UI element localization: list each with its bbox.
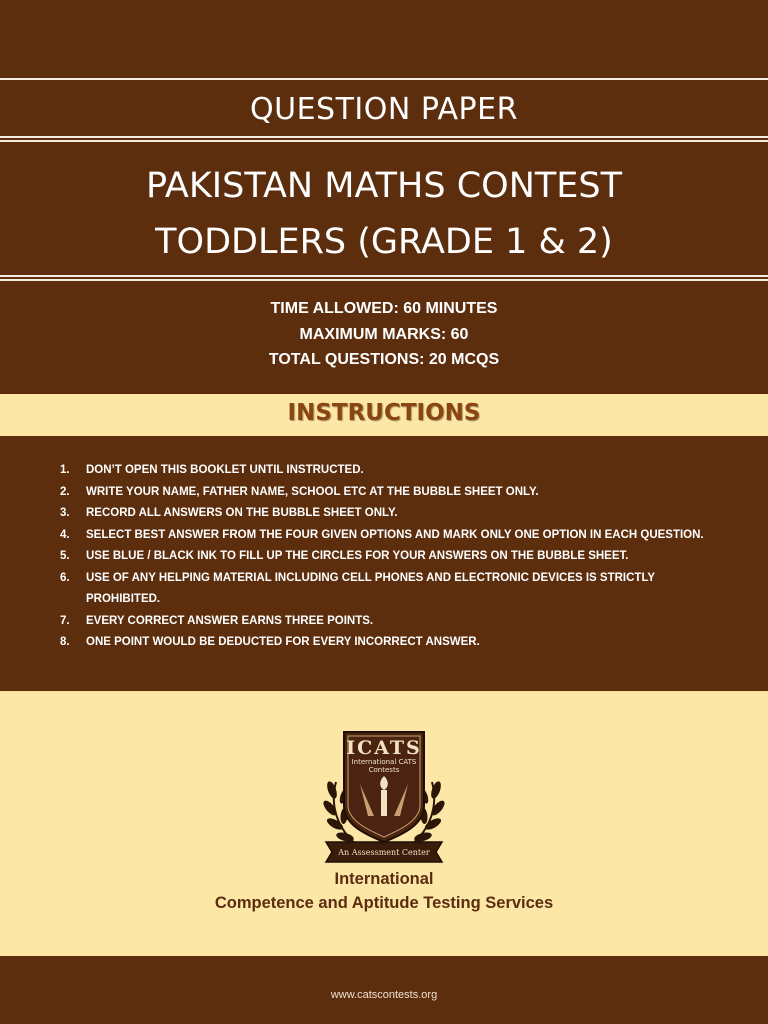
logo-subtitle-2: Contests bbox=[368, 766, 400, 774]
icats-logo-icon bbox=[318, 724, 450, 864]
instruction-number: 6. bbox=[60, 571, 70, 584]
logo-title: ICATS bbox=[346, 737, 422, 759]
organization-name-line-2: Competence and Aptitude Testing Services bbox=[214, 894, 554, 912]
maximum-marks: MAXIMUM MARKS: 60 bbox=[299, 326, 469, 343]
instruction-text: USE OF ANY HELPING MATERIAL INCLUDING CELL PHONES AND ELECTRONIC DEVICES IS STRICTLY PROHIBITED. bbox=[86, 571, 655, 605]
rule-under-paper-label bbox=[0, 136, 768, 138]
instruction-number: 5. bbox=[60, 550, 70, 562]
instruction-number: 2. bbox=[60, 485, 70, 498]
instruction-text: ONE POINT WOULD BE DEDUCTED FOR EVERY INCORRECT ANSWER. bbox=[86, 636, 480, 648]
logo-ribbon-text: An Assessment Center bbox=[338, 848, 430, 857]
instruction-item bbox=[60, 525, 720, 547]
instruction-number: 4. bbox=[60, 528, 70, 541]
instruction-text: EVERY CORRECT ANSWER EARNS THREE POINTS. bbox=[86, 614, 374, 627]
instruction-text: WRITE YOUR NAME, FATHER NAME, SCHOOL ETC AT THE BUBBLE SHEET ONLY. bbox=[86, 485, 539, 498]
instruction-item bbox=[60, 503, 720, 525]
instructions-heading: INSTRUCTIONS bbox=[287, 400, 481, 426]
instruction-number: 1. bbox=[60, 464, 70, 476]
instruction-text: USE BLUE / BLACK INK TO FILL UP THE CIRCLES FOR YOUR ANSWERS ON THE BUBBLE SHEET. bbox=[86, 550, 629, 562]
instruction-text: RECORD ALL ANSWERS ON THE BUBBLE SHEET ONLY. bbox=[86, 507, 398, 519]
instruction-list bbox=[60, 460, 720, 654]
contest-title: PAKISTAN MATHS CONTEST bbox=[146, 166, 622, 206]
instruction-item bbox=[60, 482, 720, 504]
organization-name-line-1: International bbox=[334, 870, 434, 888]
top-rule bbox=[0, 78, 768, 80]
time-allowed: TIME ALLOWED: 60 MINUTES bbox=[270, 300, 498, 317]
instructions-band bbox=[0, 394, 768, 436]
instruction-text: DON’T OPEN THIS BOOKLET UNTIL INSTRUCTED. bbox=[86, 464, 364, 476]
paper-label: QUESTION PAPER bbox=[250, 92, 518, 127]
instruction-item bbox=[60, 460, 720, 482]
grade-line: TODDLERS (GRADE 1 & 2) bbox=[155, 222, 613, 262]
logo-subtitle-1: International CATS bbox=[351, 758, 417, 766]
instruction-text: SELECT BEST ANSWER FROM THE FOUR GIVEN OPTIONS AND MARK ONLY ONE OPTION IN EACH QUESTION. bbox=[86, 528, 704, 541]
instruction-number: 7. bbox=[60, 614, 70, 627]
rule-above-title bbox=[0, 140, 768, 142]
instruction-item bbox=[60, 546, 720, 568]
instruction-number: 3. bbox=[60, 507, 70, 519]
instruction-item bbox=[60, 568, 720, 611]
total-questions: TOTAL QUESTIONS: 20 MCQS bbox=[268, 351, 500, 368]
rule-under-title bbox=[0, 275, 768, 277]
instruction-number: 8. bbox=[60, 636, 70, 648]
website-link[interactable]: www.catscontests.org bbox=[330, 989, 438, 1001]
instruction-item bbox=[60, 632, 720, 654]
rule-above-info bbox=[0, 279, 768, 281]
organization-panel bbox=[0, 691, 768, 956]
instruction-item bbox=[60, 611, 720, 633]
